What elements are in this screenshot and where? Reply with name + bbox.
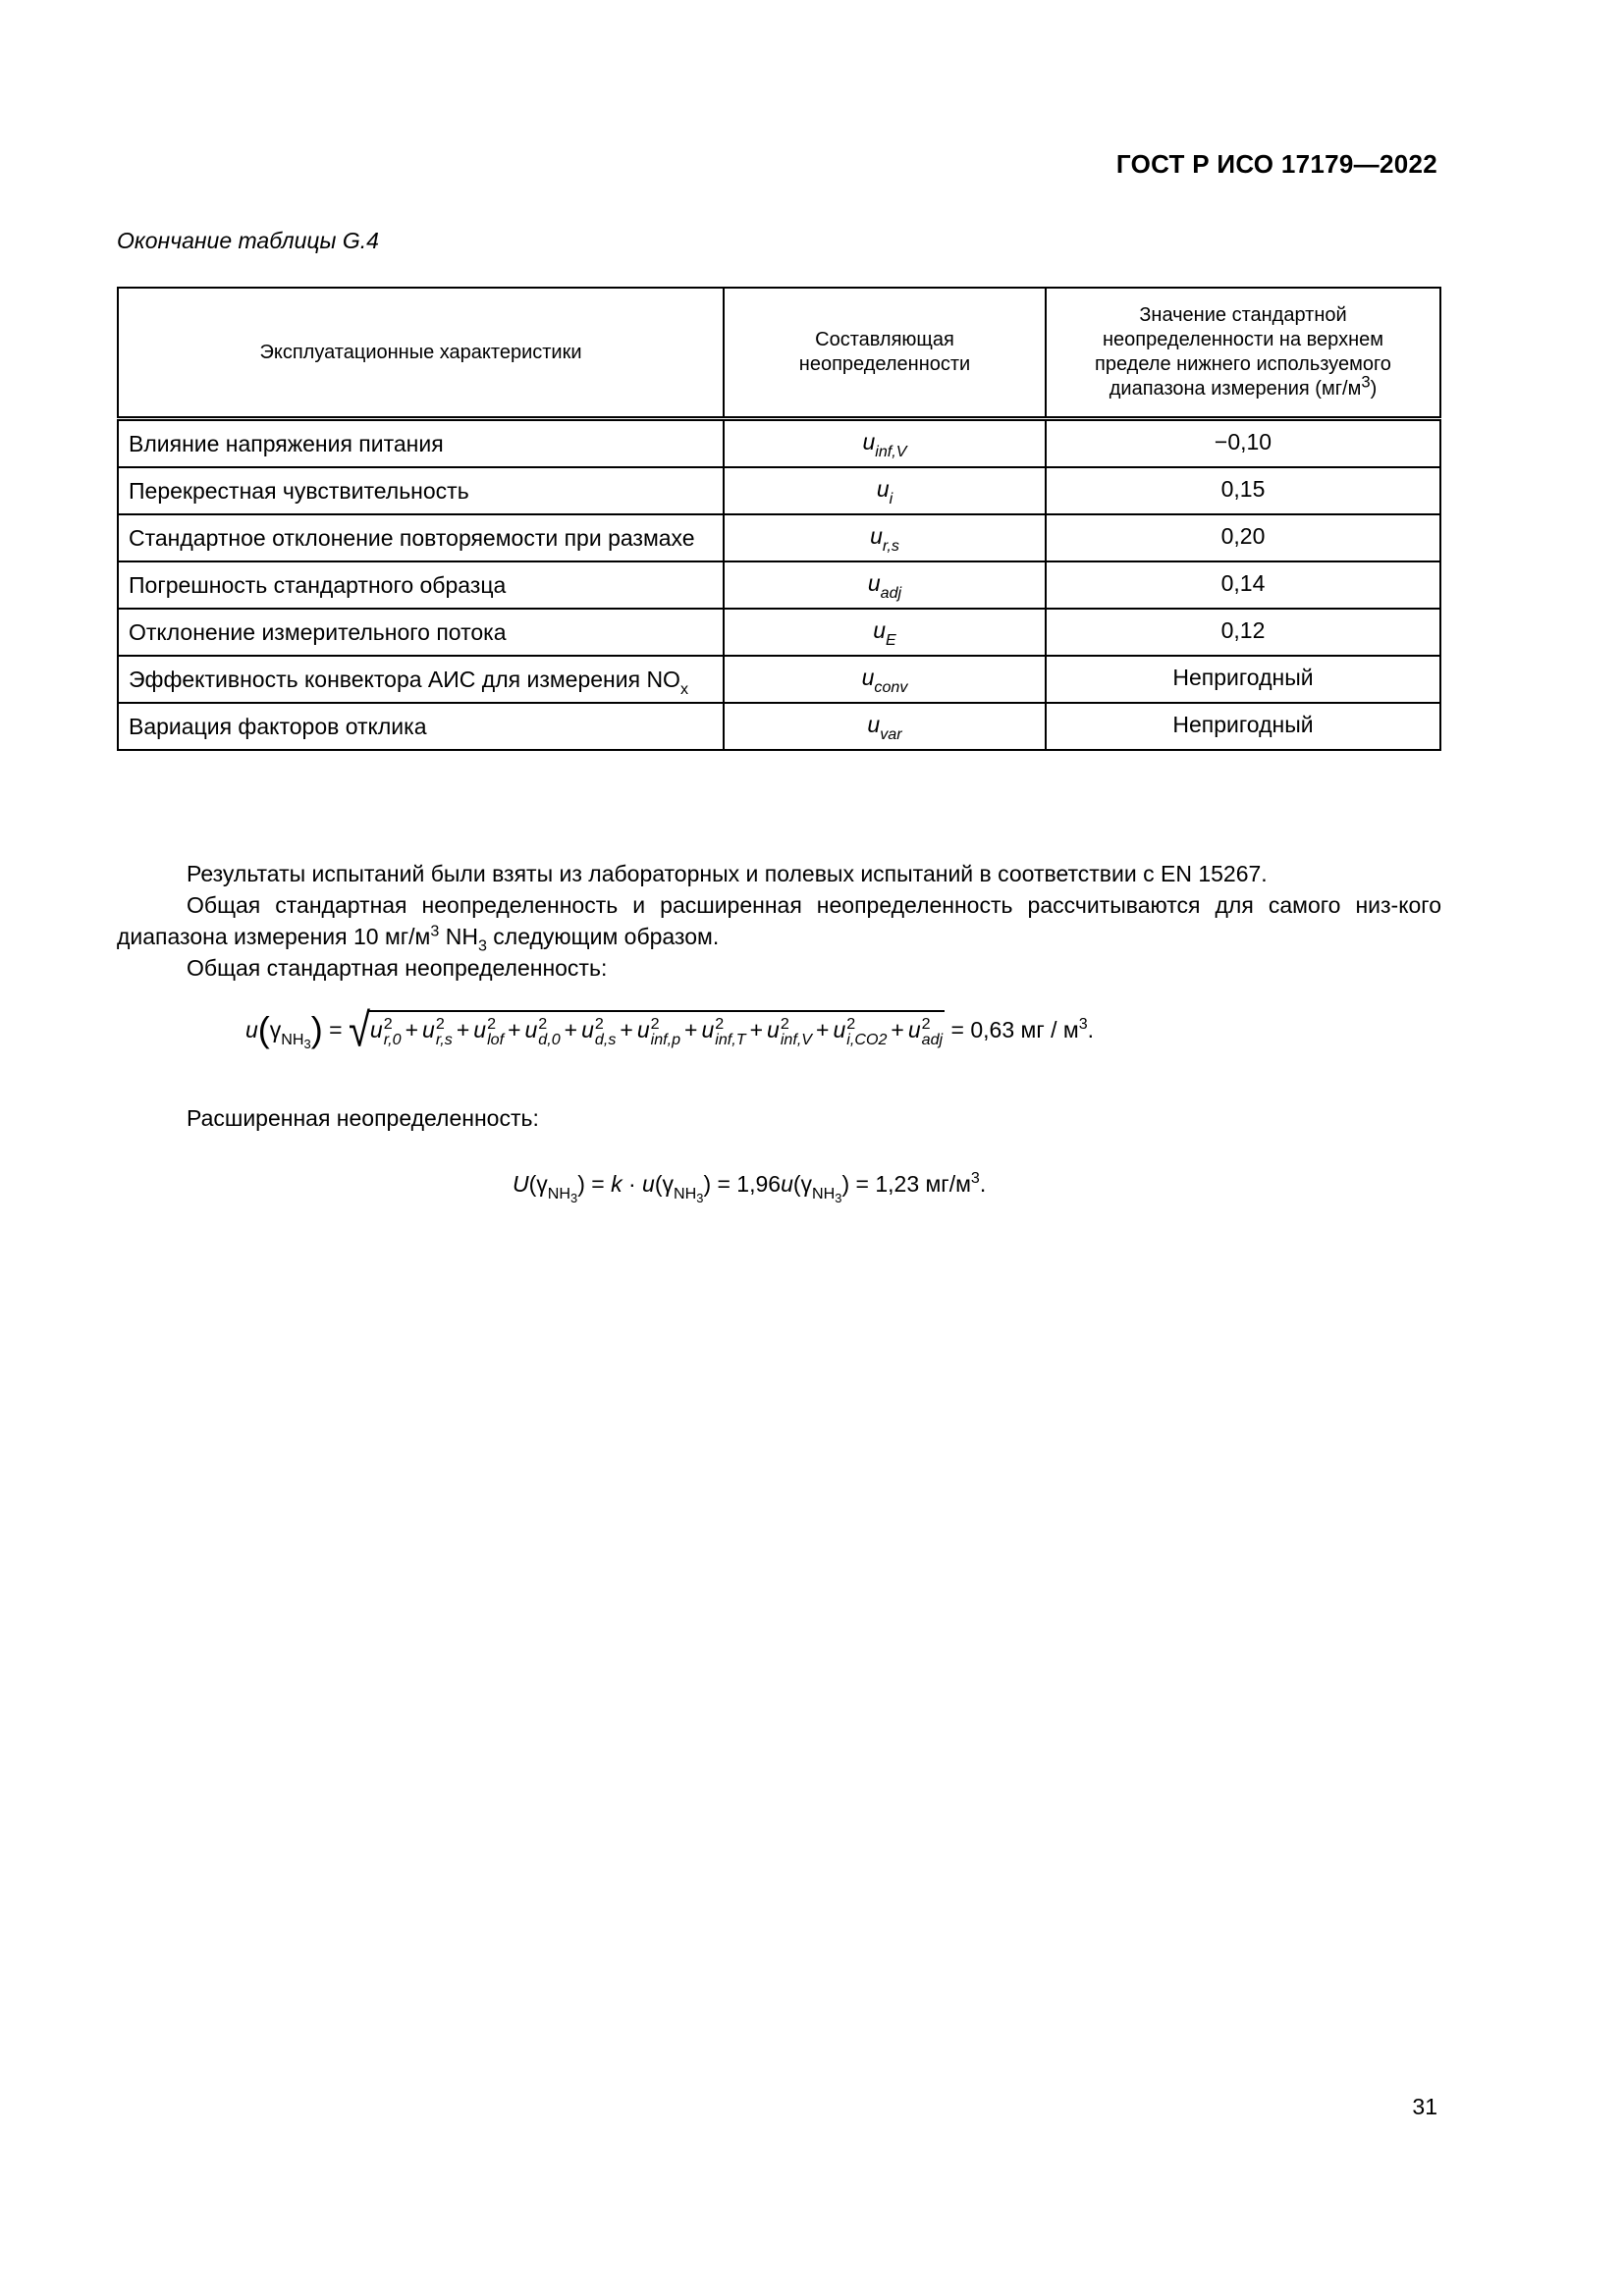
uncertainty-term: u 2 i,CO2 bbox=[833, 1014, 888, 1048]
row-symbol: $u_{conv}$ bbox=[724, 656, 1046, 703]
table-header-row bbox=[118, 288, 1440, 419]
plus-operator: + bbox=[749, 1017, 764, 1042]
table-caption: Окончание таблицы G.4 bbox=[117, 228, 379, 253]
paragraph-expanded-label: Расширенная неопределенность: bbox=[187, 1105, 539, 1131]
uncertainty-term: u 2 inf,p bbox=[636, 1014, 681, 1048]
page-number: 31 bbox=[1412, 2094, 1437, 2119]
paragraph-uncertainty-calc: Общая стандартная неопределенность и расширенная неопределенность рассчитываются для самого низ-кого диапазона измерения 10 $мг/м^3$ $NH_3$ следующим образом. bbox=[117, 892, 1441, 955]
row-characteristic: Стандартное отклонение повторяемости при размахе bbox=[118, 514, 724, 561]
row-value: 0,15 bbox=[1046, 467, 1440, 514]
plus-operator: + bbox=[405, 1017, 419, 1042]
table-row bbox=[118, 419, 1440, 468]
row-characteristic: Вариация факторов отклика bbox=[118, 703, 724, 750]
plus-operator: + bbox=[891, 1017, 904, 1042]
uncertainty-term: u 2 d,s bbox=[581, 1014, 617, 1048]
plus-operator: + bbox=[620, 1017, 633, 1042]
uncertainty-term: u 2 r,0 bbox=[369, 1014, 402, 1048]
row-value: 0,20 bbox=[1046, 514, 1440, 561]
row-value: 0,14 bbox=[1046, 561, 1440, 609]
table-row bbox=[118, 609, 1440, 656]
uncertainty-term: u 2 inf,V bbox=[767, 1014, 813, 1048]
uncertainty-term: u 2 adj bbox=[907, 1014, 944, 1048]
plus-operator: + bbox=[564, 1017, 578, 1042]
uncertainty-term: u 2 d,0 bbox=[524, 1014, 561, 1048]
column-header-characteristics: Эксплуатационные характеристики bbox=[118, 288, 724, 419]
row-characteristic: Эффективность конвектора АИС для измерения $NO_x$ bbox=[118, 656, 724, 703]
radical-terms bbox=[368, 1010, 945, 1047]
paragraph-combined-label: Общая стандартная неопределенность: bbox=[187, 955, 608, 981]
table-row bbox=[118, 467, 1440, 514]
document-standard-header: ГОСТ Р ИСО 17179—2022 bbox=[1115, 149, 1437, 179]
row-value: 0,12 bbox=[1046, 609, 1440, 656]
plus-operator: + bbox=[508, 1017, 521, 1042]
row-characteristic: Перекрестная чувствительность bbox=[118, 467, 724, 514]
table-row bbox=[118, 656, 1440, 703]
row-characteristic: Отклонение измерительного потока bbox=[118, 609, 724, 656]
row-symbol: $u_{inf,V}$ bbox=[724, 419, 1046, 468]
plus-operator: + bbox=[816, 1017, 830, 1042]
uncertainty-term: u 2 r,s bbox=[422, 1014, 453, 1048]
table-row bbox=[118, 703, 1440, 750]
row-symbol: $u_i$ bbox=[724, 467, 1046, 514]
row-symbol: $u_{r,s}$ bbox=[724, 514, 1046, 561]
column-header-value: Значение стандартной неопределенности на верхнем пределе нижнего используемого диапазона измерения $(мг/м^3)$ bbox=[1046, 288, 1440, 419]
formula-expanded-uncertainty: $U(\gamma_{NH_3}) = k \cdot u(\gamma_{NH_3}) = 1,96u(\gamma_{NH_3}) = 1,23$ $мг/м^3$. bbox=[513, 1169, 987, 1206]
table-row bbox=[118, 561, 1440, 609]
row-value: −0,10 bbox=[1046, 419, 1440, 468]
row-value: Непригодный bbox=[1046, 656, 1440, 703]
row-characteristic: Влияние напряжения питания bbox=[118, 419, 724, 468]
column-header-component: Составляющая неопределенности bbox=[724, 288, 1046, 419]
row-characteristic: Погрешность стандартного образца bbox=[118, 561, 724, 609]
uncertainty-term: u 2 lof bbox=[473, 1014, 505, 1048]
formula-combined-uncertainty: $u(\gamma_{NH_3}) = √u$ 2 r,0 + u 2 r,s + u 2 lof + u 2 d,0 + u 2 d,s + u 2 inf,p + u 2 inf,T + u 2 inf,V + u 2 i,CO2 + u 2 adj = 0,63 мг / $м^3$. bbox=[245, 1004, 1095, 1057]
row-symbol: $u_{var}$ bbox=[724, 703, 1046, 750]
uncertainty-table bbox=[117, 287, 1441, 751]
row-symbol: $u_E$ bbox=[724, 609, 1046, 656]
row-value: Непригодный bbox=[1046, 703, 1440, 750]
plus-operator: + bbox=[456, 1017, 470, 1042]
row-symbol: $u_{adj}$ bbox=[724, 561, 1046, 609]
uncertainty-term: u 2 inf,T bbox=[701, 1014, 746, 1048]
plus-operator: + bbox=[684, 1017, 698, 1042]
table-row bbox=[118, 514, 1440, 561]
paragraph-test-results: Результаты испытаний были взяты из лабораторных и полевых испытаний в соответствии с EN 15267. bbox=[187, 861, 1268, 886]
